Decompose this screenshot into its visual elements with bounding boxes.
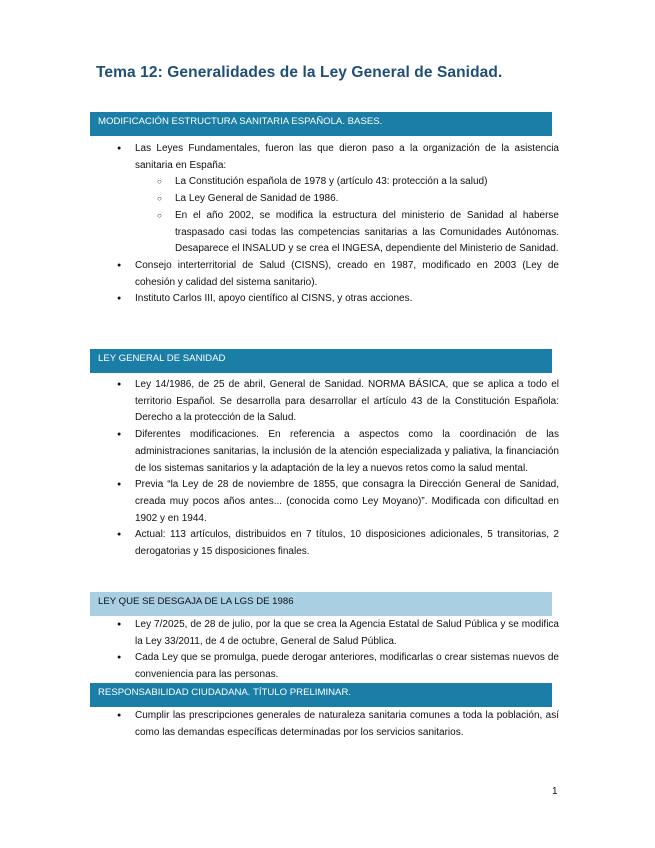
list-item: ● Previa “la Ley de 28 de noviembre de 1855, que consagra la Dirección General de Sanidad, creada muy pocos años antes... (conocida como Ley Moyano)”. Modificada con dificultad en 1902 y en 1944. <box>117 477 559 527</box>
section-heading-desgaja: LEY QUE SE DESGAJA DE LA LGS DE 1986 <box>90 592 552 616</box>
page-number: 1 <box>552 786 558 797</box>
list-item: ● Actual: 113 artículos, distribuidos en 7 títulos, 10 disposiciones adicionales, 5 transitorias, 2 derogatorias y 15 disposiciones finales. <box>117 527 559 560</box>
bullet-text: Las Leyes Fundamentales, fueron las que dieron paso a la organización de la asistencia sanitaria en España: <box>135 143 559 171</box>
list-item: ● Cada Ley que se promulga, puede derogar anteriores, modificarlas o crear sistemas nuevos de conveniencia para las personas. <box>117 650 559 683</box>
list-item: ● Ley 14/1986, de 25 de abril, General de Sanidad. NORMA BÁSICA, que se aplica a todo el territorio Español. Se desarrolla para desarrollar el artículo 43 de la Constitución Española: Derecho a la protección de la Salud. <box>117 377 559 427</box>
section-heading-lgs: LEY GENERAL DE SANIDAD <box>90 349 552 373</box>
sub-list-item: ○ La Ley General de Sanidad de 1986. <box>157 191 559 208</box>
section-list-desgaja <box>117 617 559 684</box>
list-item: ● Consejo interterritorial de Salud (CISNS), creado en 1987, modificado en 2003 (Ley de cohesión y calidad del sistema sanitario). <box>117 258 559 291</box>
section-list-estructura <box>117 141 559 308</box>
section-list-responsabilidad <box>117 708 559 741</box>
page-title: Tema 12: Generalidades de la Ley General de Sanidad. <box>96 64 503 81</box>
section-heading-responsabilidad: RESPONSABILIDAD CIUDADANA. TÍTULO PRELIMINAR. <box>90 683 552 707</box>
list-item: ● Diferentes modificaciones. En referencia a aspectos como la coordinación de las administraciones sanitarias, la inclusión de la atención especializada y paliativa, la financiación de los sistemas sanitarios y la adaptación de la ley a nuevos retos como la salud mental. <box>117 427 559 477</box>
sub-list-item: ○ La Constitución española de 1978 y (artículo 43: protección a la salud) <box>157 174 559 191</box>
sub-list-item: ○ En el año 2002, se modifica la estructura del ministerio de Sanidad al haberse traspasado casi todas las competencias sanitarias a las Comunidades Autónomas. Desaparece el INSALUD y se crea el INGESA, dependiente del Ministerio de Sanidad. <box>157 208 559 258</box>
section-heading-estructura: MODIFICACIÓN ESTRUCTURA SANITARIA ESPAÑOLA. BASES. <box>90 112 552 136</box>
list-item: ● Cumplir las prescripciones generales de naturaleza sanitaria comunes a toda la población, así como las demandas específicas determinadas por los servicios sanitarios. <box>117 708 559 741</box>
sub-list <box>135 174 559 258</box>
section-list-lgs <box>117 377 559 561</box>
list-item: ● Instituto Carlos III, apoyo científico al CISNS, y otras acciones. <box>117 291 559 308</box>
list-item: ● Ley 7/2025, de 28 de julio, por la que se crea la Agencia Estatal de Salud Pública y se modifica la Ley 33/2011, de 4 de octubre, General de Salud Pública. <box>117 617 559 650</box>
list-item <box>117 141 559 258</box>
